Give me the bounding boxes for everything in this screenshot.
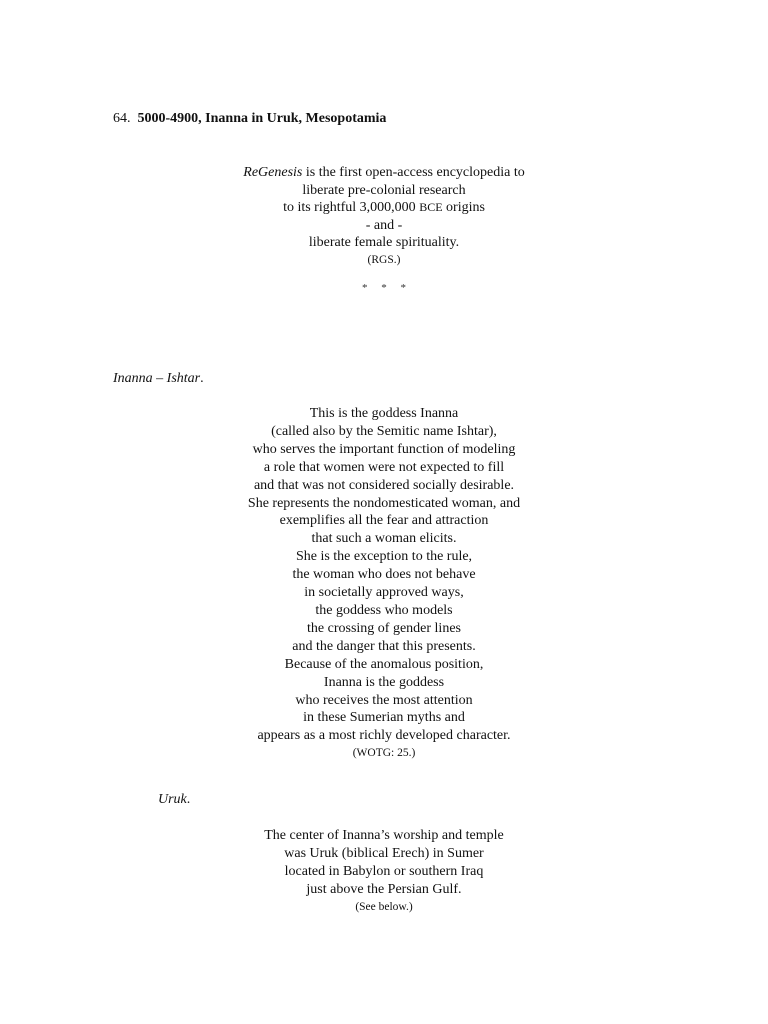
regenesis-name: ReGenesis xyxy=(243,165,303,180)
section2-line: The center of Inanna’s worship and temple xyxy=(264,828,504,843)
entry-number: 64. xyxy=(113,111,131,126)
section1-line: who serves the important function of modeling xyxy=(252,441,516,457)
section1-line: appears as a most richly developed character. xyxy=(257,728,511,744)
section2-line: was Uruk (biblical Erech) in Sumer xyxy=(284,845,484,861)
section1-line: She is the exception to the rule, xyxy=(295,549,473,565)
section1-line: a role that women were not expected to fill xyxy=(263,459,505,475)
section1-line: and the danger that this presents. xyxy=(292,638,476,654)
section-title-uruk-text: Uruk xyxy=(158,792,187,807)
section-title-inanna-period: . xyxy=(200,371,204,386)
section-divider: * * * xyxy=(362,282,406,294)
intro-citation: (RGS.) xyxy=(367,253,401,266)
section1-line: (called also by the Semitic name Ishtar), xyxy=(271,423,497,439)
section2-line: just above the Persian Gulf. xyxy=(306,881,462,897)
intro-line-3-pre: to its rightful 3,000,000 xyxy=(283,200,420,216)
intro-block xyxy=(134,164,634,268)
section-title-uruk-period: . xyxy=(186,792,191,807)
entry-dates: 5000-4900 xyxy=(137,111,199,126)
section1-line: in societally approved ways, xyxy=(304,585,464,601)
inanna-quote xyxy=(134,405,634,761)
section1-line: She represents the nondomesticated woman, and xyxy=(247,495,521,511)
entry-heading xyxy=(113,110,386,128)
uruk-quote xyxy=(134,827,634,915)
intro-line-1-rest: is the first open-access encyclopedia to xyxy=(302,165,525,180)
section2-line: located in Babylon or southern Iraq xyxy=(284,863,484,879)
intro-line-3-bce: BCE xyxy=(419,200,443,215)
section1-citation: (WOTG: 25.) xyxy=(352,747,416,760)
section1-line: Because of the anomalous position, xyxy=(284,656,484,672)
intro-line-4: - and - xyxy=(365,217,403,233)
section1-line: This is the goddess Inanna xyxy=(309,406,459,421)
entry-title: , Inanna in Uruk, Mesopotamia xyxy=(198,111,387,126)
section1-line: the goddess who models xyxy=(315,602,453,618)
section1-line: that such a woman elicits. xyxy=(311,531,457,547)
intro-line-2: liberate pre-colonial research xyxy=(302,182,466,198)
intro-line-1 xyxy=(134,164,634,182)
section1-line: the crossing of gender lines xyxy=(307,620,461,636)
section1-line: the woman who does not behave xyxy=(292,567,476,583)
intro-line-3 xyxy=(134,199,634,217)
section1-line: in these Sumerian myths and xyxy=(303,710,465,726)
section-title-inanna xyxy=(113,370,204,388)
section1-line: exemplifies all the fear and attraction xyxy=(279,513,489,529)
intro-line-3-post: origins xyxy=(442,200,485,216)
section-title-uruk xyxy=(158,791,190,809)
section-title-inanna-text: Inanna – Ishtar xyxy=(113,371,201,386)
section1-line: Inanna is the goddess xyxy=(323,674,445,690)
section1-line: who receives the most attention xyxy=(295,692,473,708)
intro-line-5: liberate female spirituality. xyxy=(308,235,460,251)
section1-line: and that was not considered socially desirable. xyxy=(253,477,515,493)
section2-citation: (See below.) xyxy=(355,900,413,913)
